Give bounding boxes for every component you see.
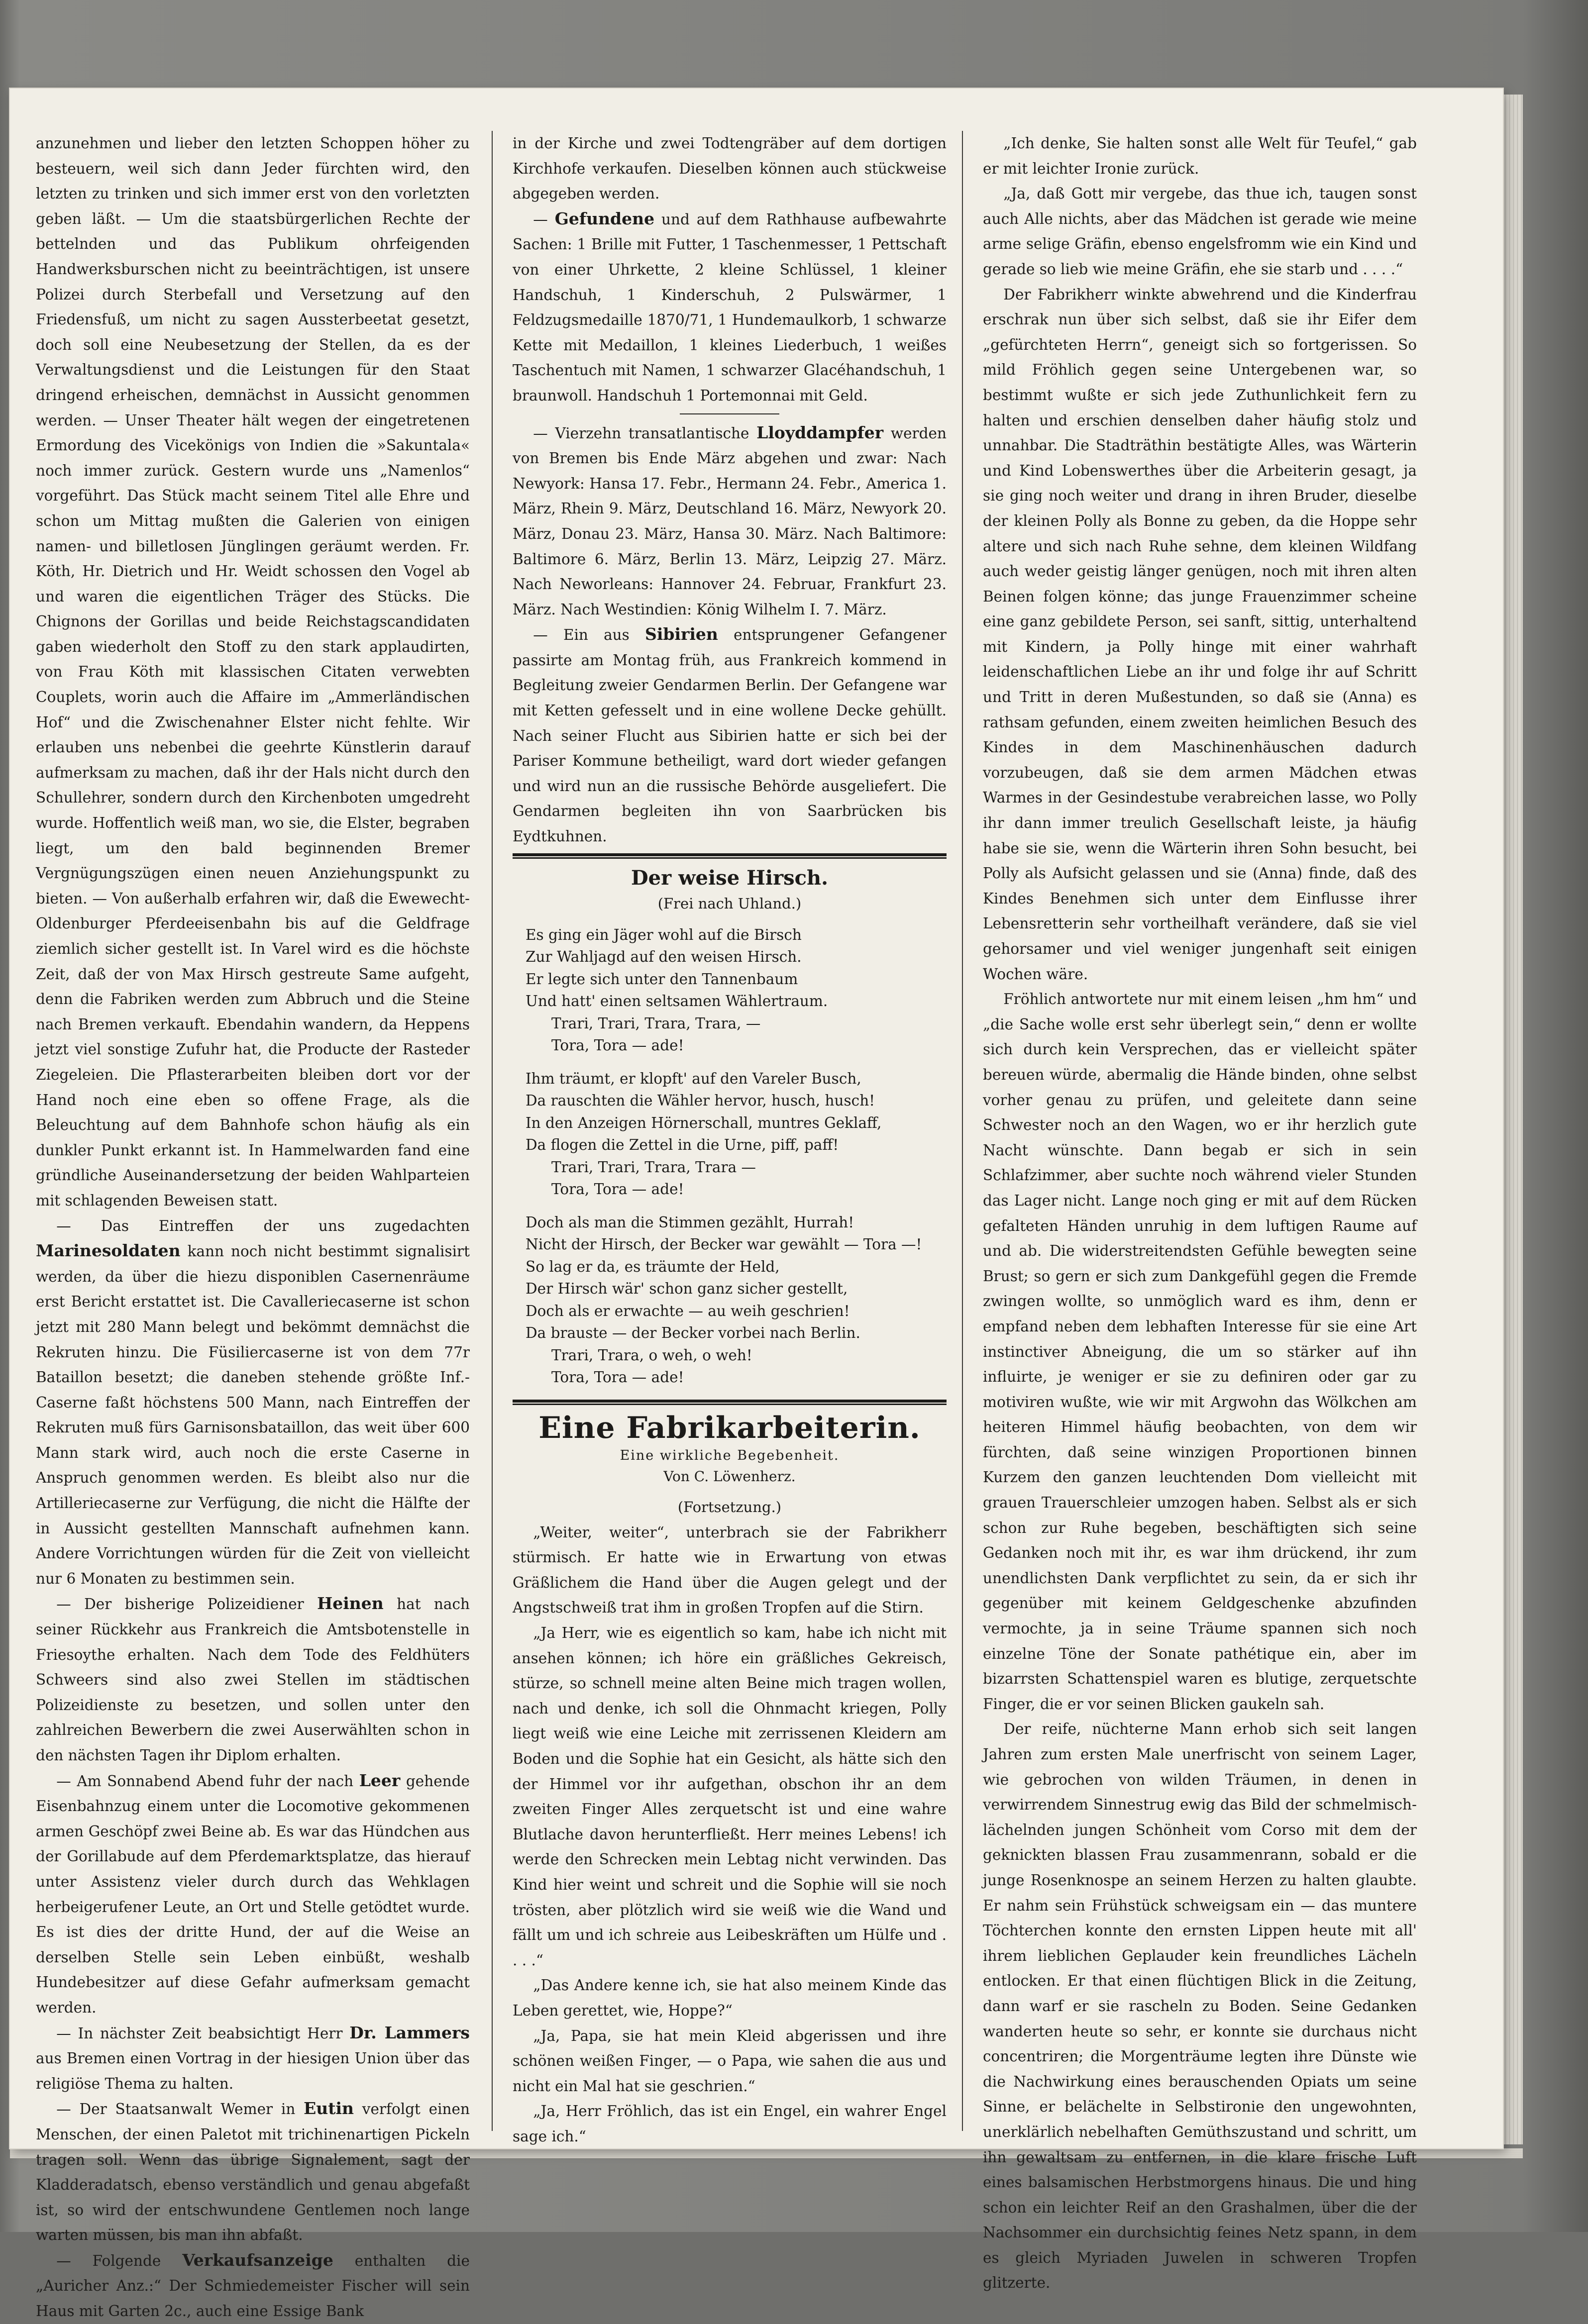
article-lammers: — In nächster Zeit beabsichtigt Herr Dr. Lammers aus Bremen einen Vortrag in der hiesigen Union über das religiöse Thema zu halten.	[36, 2022, 470, 2092]
article-continued: in der Kirche und zwei Todtengräber auf dem dortigen Kirchhofe verkaufen. Dieselben können auch stückweise abgegeben werden.	[513, 135, 947, 202]
story-title: Eine Fabrikarbeiterin.	[538, 1410, 921, 1445]
article-lloyddampfer: — Vierzehn transatlantische Lloyddampfer werden von Bremen bis Ende März abgehen und zwar: Nach Newyork: Hansa 17. Febr., Hermann 24. Febr., America 1. März, Rhein 9. März, Deutschland 16. März, Newyork 20. März, Donau 23. März, Hansa 30. März. Nach Baltimore: Baltimore 6. März, Berlin 13. März, Leipzig 27. März. Nach Neworleans: Hannover 24. Februar, Frankfurt 23. März. Nach Westindien: König Wilhelm I. 7. März.	[513, 422, 947, 618]
verse-refrain: Trari, Trari, Trara, Trara, —	[551, 1014, 761, 1032]
article-marinesoldaten: — Das Eintreffen der uns zugedachten Marinesoldaten kann noch nicht bestimmt signalisirt werden, da über die hiezu disponiblen Casernenräume erst Bericht erstattet ist. Die Cavalleriecaserne ist schon jetzt mit 280 Mann belegt und bekömmt demnächst die Rekruten hinzu. Die Füsiliercaserne ist von dem 77r Bataillon besetzt; die daneben stehende größte Inf.-Caserne faßt höchstens 500 Mann, nach Eintreffen der Rekruten muß fürs Garnisonsbataillon, das weit über 600 Mann stark wird, auch noch die erste Caserne in Anspruch genommen werden. Es bleibt also nur die Artilleriecaserne zur Verfügung, die nicht die Hälfte der in Aussicht gestellten Mannschaft aufnehmen kann. Andere Vorrichtungen würden für die Zeit von vielleicht nur 6 Monaten zu bestimmen sein.	[36, 1217, 470, 1587]
story-paragraph: „Das Andere kenne ich, sie hat also meinem Kinde das Leben gerettet, wie, Hoppe?“	[513, 1977, 947, 2019]
keyword-marinesoldaten: Marinesoldaten	[36, 1241, 181, 1261]
poem-title: Der weise Hirsch.	[631, 866, 829, 890]
column-1	[36, 131, 470, 2320]
verse-refrain: Tora, Tora — ade!	[551, 1037, 684, 1054]
story-subtitle: Eine wirkliche Begebenheit.	[620, 1447, 840, 1463]
poem-stanza-1	[526, 924, 947, 1057]
keyword-verkaufsanzeige: Verkaufsanzeige	[182, 2250, 333, 2270]
keyword-gefundene: Gefundene	[554, 208, 655, 228]
column-rule-2	[962, 131, 963, 2131]
poem-stanza-2	[526, 1068, 947, 1201]
verse-line: Da rauschten die Wähler hervor, husch, husch!	[526, 1092, 875, 1110]
story-continuation: (Fortsetzung.)	[677, 1498, 782, 1516]
keyword-lloyddampfer: Lloyddampfer	[756, 422, 884, 442]
article-leer: — Am Sonnabend Abend fuhr der nach Leer gehende Eisenbahnzug einem unter die Locomotive gekommenen armen Geschöpf zwei Beine ab. Es war das Hündchen aus der Gorillabude auf dem Pferdemarktsplatze, das hierauf unter Assistenz vieler durch durch das Wehklagen herbeigerufener Leute, an Ort und Stelle getödtet wurde. Es ist dies der dritte Hund, der auf die Weise an derselben Stelle sein Leben einbüßt, weshalb Hundebesitzer auf diese Gefahr aufmerksam gemacht werden.	[36, 1770, 470, 2016]
story-paragraph: „Ja Herr, wie es eigentlich so kam, habe ich nicht mit ansehen können; ich höre ein gräßliches Gekreisch, stürze, so schnell meine alten Beine mich tragen wollen, nach und denke, ich soll die Ohnmacht kriegen, Polly liegt weiß wie eine Leiche mit zerrissenen Kleidern am Boden und die Sophie hat ein Gesicht, als hätte sich den der Himmel vor ihr aufgethan, obschon ihr an dem zweiten Finger Alles zerquetscht ist und eine wahre Blutlache davon herunterfließt. Herr meines Lebens! ich werde den Schrecken mein Lebtag nicht verwinden. Das Kind hier weint und schreit und die Sophie will sie noch trösten, aber plötzlich wird sie weiß wie die Wand und fällt um und ich schreie aus Leibeskräften um Hülfe und . . . .“	[513, 1624, 947, 1969]
article-heinen: — Der bisherige Polizeidiener Heinen hat nach seiner Rückkehr aus Frankreich die Amtsbotenstelle in Friesoythe erhalten. Nach dem Tode des Feldhüters Schweers sind also zwei Stellen im städtischen Polizeidienste zu besetzen, und sollen unter den zahlreichen Bewerbern die zwei Auserwählten schon in den nächsten Tagen ihr Diplom erhalten.	[36, 1594, 470, 1764]
verse-refrain: Trari, Trara, o weh, o weh!	[551, 1346, 752, 1364]
article-verkaufsanzeige: — Folgende Verkaufsanzeige enthalten die „Auricher Anz.:“ Der Schmiedemeister Fischer will sein Haus mit Garten 2c., auch eine Essige Bank	[36, 2250, 470, 2320]
verse-line: Nicht der Hirsch, der Becker war gewählt — Tora —!	[526, 1236, 922, 1253]
verse-refrain: Tora, Tora — ade!	[551, 1181, 684, 1198]
verse-line: Zur Wahljagd auf den weisen Hirsch.	[526, 948, 802, 966]
keyword-sibirien: Sibirien	[645, 624, 718, 644]
story-paragraph: Fröhlich antwortete nur mit einem leisen „hm hm“ und „die Sache wolle erst sehr überlegt sein,“ denn er wollte sich durch kein Versprechen, das er vielleicht später bereuen würde, abermalig die Hände binden, ohne selbst vorher genau zu prüfen, und geleitete dann seine Schwester noch an den Wagen, wo er ihr herzlich gute Nacht wünschte. Dann begab er sich in sein Schlafzimmer, aber suchte noch während vieler Stunden das Lager nicht. Lange noch ging er mit auf dem Rücken gefalteten Händen unruhig in dem luftigen Raume auf und ab. Die widerstreitendsten Gefühle bewegten seine Brust; so gern er sich zum Dankgefühl gegen die Fremde zwingen wollte, so unmöglich ward es ihm, denn er empfand neben dem lebhaften Interesse für sie eine Art instinctiver Abneigung, die um so stärker auf ihn influirte, je weniger er sie zu definiren oder gar zu motiviren wußte, wie wir mit Argwohn das Wölkchen am heiteren Himmel häufig beobachten, von dem wir fürchten, daß seine winzigen Proportionen binnen Kurzem den ganzen leuchtenden Dom vielleicht mit grauen Trauerschleier umzogen haben. Selbst als er sich schon zur Ruhe begeben, beschäftigten sich seine Gedanken noch mit ihr, es war ihm drückend, ihr zum unendlichsten Dank verpflichtet zu sein, da er sich ihr gegenüber mit keinem Geldgeschenke abzufinden vermochte, ja in seine Träume spannen sich noch einzelne Töne der Sonate pathétique ein, aber im bizarrsten Schattenspiel waren es blutige, zerquetschte Finger, die er vor seinen Blicken gaukeln sah.	[983, 991, 1417, 1713]
verse-line: Da brauste — der Becker vorbei nach Berlin.	[526, 1324, 860, 1342]
verse-line: Er legte sich unter den Tannenbaum	[526, 970, 798, 988]
section-divider	[680, 413, 779, 414]
verse-line: Der Hirsch wär' schon ganz sicher gestellt,	[526, 1280, 848, 1298]
verse-line: Doch als er erwachte — au weih geschrien!	[526, 1302, 850, 1319]
story-paragraph: „Ja, Herr Fröhlich, das ist ein Engel, ein wahrer Engel sage ich.“	[513, 2103, 947, 2145]
page-stack-edge	[1503, 95, 1523, 2144]
article-sibirien: — Ein aus Sibirien entsprungener Gefangener passirte am Montag früh, aus Frankreich kommend in Begleitung zweier Gendarmen Berlin. Der Gefangene war mit Ketten gefesselt und in eine wollene Decke gehüllt. Nach seiner Flucht aus Sibirien hatte er sich bei der Pariser Kommune betheiligt, ward dort wieder gefangen und wird nun an die russische Behörde ausgeliefert. Die Gendarmen begleiten ihn von Saarbrücken bis Eydtkuhnen.	[513, 624, 947, 845]
keyword-lammers: Dr. Lammers	[349, 2022, 470, 2042]
verse-line: In den Anzeigen Hörnerschall, muntres Geklaff,	[526, 1114, 882, 1131]
verse-line: So lag er da, es träumte der Held,	[526, 1258, 780, 1275]
verse-line: Es ging ein Jäger wohl auf die Birsch	[526, 926, 802, 943]
column-3	[983, 131, 1417, 2292]
article-local-news: anzunehmen und lieber den letzten Schoppen höher zu besteuern, weil sich dann Jeder fürchten wird, den letzten zu trinken und sich immer erst von den vorletzten geben läßt. — Um die staatsbürgerlichen Rechte der bettelnden und das Publikum ohrfeigenden Handwerksburschen nicht zu beeinträchtigen, ist unsere Polizei durch Sterbefall und Versetzung auf den Friedensfuß, um nicht zu sagen Aussterbeetat gesetzt, doch soll eine Neubesetzung der Stellen, da es der Verwaltungsdienst und die Leistungen für den Staat dringend erheischen, demnächst in Aussicht genommen werden. — Unser Theater hält wegen der eingetretenen Ermordung des Vicekönigs von Indien die »Sakuntala« noch immer zurück. Gestern wurde uns „Namenlos“ vorgeführt. Das Stück macht seinem Titel alle Ehre und schon um Mittag mußten die Galerien von einigen namen- und billetlosen Jünglingen geräumt werden. Fr. Köth, Hr. Dietrich und Hr. Weidt schossen den Vogel ab und waren die eigentlichen Träger des Stücks. Die Chignons der Gorillas und beide Reichstagscandidaten gaben wiederholt den Stoff zu den stark applaudirten, von Frau Köth mit klassischen Citaten verwebten Couplets, worin auch die Affaire im „Ammerländischen Hof“ und die Zwischenahner Elster nicht fehlte. Wir erlauben uns nebenbei die geehrte Künstlerin darauf aufmerksam zu machen, daß ihr der Hals nicht durch den Schullehrer, sondern durch den Kirchenboten umgedreht wurde. Hoffentlich weiß man, wo sie, die Elster, begraben liegt, um den bald beginnenden Bremer Vergnügungszügen einen neuen Anziehungspunkt zu bieten. — Von außerhalb erfahren wir, daß die Ewewecht-Oldenburger Pferdeeisenbahn bis auf die Geldfrage ziemlich sicher gestellt ist. In Varel wird es die höchste Zeit, daß der von Max Hirsch gestreute Same aufgeht, denn die Fabriken werden zum Abbruch und die Steine nach Bremen verkauft. Ebendahin wandern, da Heppens jetzt viel sonstige Zufuhr hat, die Producte der Rasteder Ziegeleien. Die Pflasterarbeiten bleiben dort vor der Hand noch eine eben so offene Frage, als die Beleuchtung auf dem Bahnhofe schon häufig als ein dunkler Punkt erkannt ist. In Hammelwarden fand eine gründliche Auseinandersetzung der beiden Wahlparteien mit schlagenden Beweisen statt.	[36, 135, 470, 1209]
article-gefundene: — Gefundene und auf dem Rathhause aufbewahrte Sachen: 1 Brille mit Futter, 1 Taschenmesser, 1 Pettschaft von einer Uhrkette, 2 kleine Schlüssel, 1 kleiner Handschuh, 1 Kinderschuh, 2 Pulswärmer, 1 Feldzugsmedaille 1870/71, 1 Hundemaulkorb, 1 schwarze Kette mit Medaillon, 1 kleines Liederbuch, 1 weißes Taschentuch mit Namen, 1 schwarzer Glacéhandschuh, 1 braunwoll. Handschuh 1 Portemonnai mit Geld.	[513, 208, 947, 404]
column-2	[513, 131, 947, 2145]
story-paragraph: Der reife, nüchterne Mann erhob sich seit langen Jahren zum ersten Male unerfrischt von seinem Lager, wie gebrochen von wilden Träumen, in denen in verwirrendem Sinnestrug ewig das Bild der schmelmisch-lächelnden jungen Schönheit vom Corso mit dem der geknickten blassen Frau zusammenrann, sobald er die junge Rosenknospe an seinem Herzen zu halten glaubte. Er nahm sein Frühstück schweigsam ein — das muntere Töchterchen konnte den ernsten Lippen heute mit all' ihrem lieblichen Geplauder kein freundliches Lächeln entlocken. Er that einen flüchtigen Blick in die Zeitung, dann warf er sie rascheln zu Boden. Seine Gedanken wanderten heute so sehr, er konnte sie durchaus nicht concentriren; die Morgenträume legten ihre Dünste wie die Nachwirkung eines berauschenden Opiats um seine Sinne, er belächelte in Selbstironie den ungewohnten, unerklärlich nebelhaften Gemüthszustand und schritt, um ihn gewaltsam zu entfernen, in die klare frische Luft eines balsamischen Herbstmorgens hinaus. Die und hing schon ein leichter Reif an den Grashalmen, über die der Nachsommer ein durchsichtig feines Netz spann, in dem es gleich Myriaden Juwelen in schweren Tropfen glitzerte.	[983, 1720, 1417, 2292]
story-paragraph: „Ja, Papa, sie hat mein Kleid abgerissen und ihre schönen weißen Finger, — o Papa, wie sahen die aus und nicht ein Mal hat sie geschrien.“	[513, 2027, 947, 2095]
keyword-leer: Leer	[359, 1770, 401, 1790]
verse-line: Und hatt' einen seltsamen Wählertraum.	[526, 993, 828, 1010]
column-rule-1	[492, 131, 493, 2131]
story-paragraph: „Ja, daß Gott mir vergebe, das thue ich, taugen sonst auch Alle nichts, aber das Mädchen ist gerade wie meine arme selige Gräfin, ebenso engelsfromm wie ein Kind und gerade so lieb wie meine Gräfin, ehe sie starb und . . . .“	[983, 185, 1417, 278]
newspaper-page	[10, 89, 1503, 2320]
poem-subtitle: (Frei nach Uhland.)	[657, 895, 802, 912]
section-divider-thick	[513, 1400, 947, 1404]
section-divider-thick	[513, 853, 947, 857]
article-eutin: — Der Staatsanwalt Wemer in Eutin verfolgt einen Menschen, der einen Paletot mit trichinenartigen Pickeln tragen soll. Wenn das übrige Signalement, sagt der Kladderadatsch, ebenso verständlich und genau abgefaßt ist, so wird der entschwundene Gentlemen noch lange warten müssen, bis man ihn abfaßt.	[36, 2099, 470, 2244]
verse-refrain: Trari, Trari, Trara, Trara —	[551, 1158, 756, 1176]
story-paragraph: „Weiter, weiter“, unterbrach sie der Fabrikherr stürmisch. Er hatte wie in Erwartung von etwas Gräßlichem die Hand über die Augen gelegt und der Angstschweiß trat ihm in großen Tropfen auf die Stirn.	[513, 1523, 947, 1617]
poem-stanza-3	[526, 1212, 947, 1389]
verse-refrain: Tora, Tora — ade!	[551, 1369, 684, 1386]
verse-line: Doch als man die Stimmen gezählt, Hurrah!	[526, 1213, 854, 1231]
keyword-heinen: Heinen	[317, 1594, 384, 1614]
story-author: Von C. Löwenherz.	[663, 1468, 796, 1485]
keyword-eutin: Eutin	[304, 2099, 354, 2119]
story-paragraph: Der Fabrikherr winkte abwehrend und die Kinderfrau erschrak nun über sich selbst, daß sie ihr Eifer dem „gefürchteten Herrn“, geneigt sich so fortgerissen. So mild Fröhlich gegen seine Untergebenen war, so bestimmt wußte er sich jede Zuthunlichkeit fern zu halten und erschien denselben daher häufig stolz und unnahbar. Die Stadträthin bestätigte Alles, was Wärterin und Kind Lobenswerthes über die Arbeiterin gesagt, ja sie ging noch weiter und drang in ihren Bruder, dieselbe der kleinen Polly als Bonne zu geben, da die Hoppe sehr altere und sich nach Ruhe sehne, dem kleinen Wildfang auch weder geistig länger genügen, noch mit ihren alten Beinen folgen könne; das junge Frauenzimmer scheine eine ganz gebildete Person, sei sanft, sittig, unterhaltend mit Kindern, ja Polly hinge mit einer wahrhaft leidenschaftlichen Liebe an ihr und folge ihr auf Schritt und Tritt in deren Mußestunden, so daß sie (Anna) es rathsam gefunden, einem zweiten heimlichen Besuch des Kindes in dem Maschinenhäuschen dadurch vorzubeugen, daß sie dem armen Mädchen etwas Warmes in der Gesindestube verabreichen lasse, wo Polly ihr dann immer treulich Gesellschaft leiste, ja häufig habe sie sie, wenn die Wärterin ihren Sohn besucht, bei Polly als Aufsicht gelassen und sie (Anna) finde, daß des Kindes Benehmen sich unter dem Einflusse ihrer Lebensretterin sehr vortheilhaft verändere, daß sie viel gehorsamer und viel weniger jungenhaft seit einigen Wochen wäre.	[983, 286, 1417, 983]
verse-line: Ihm träumt, er klopft' auf den Vareler Busch,	[526, 1070, 861, 1087]
verse-line: Da flogen die Zettel in die Urne, piff, paff!	[526, 1136, 839, 1154]
story-paragraph: „Ich denke, Sie halten sonst alle Welt für Teufel,“ gab er mit leichter Ironie zurück.	[983, 135, 1417, 177]
